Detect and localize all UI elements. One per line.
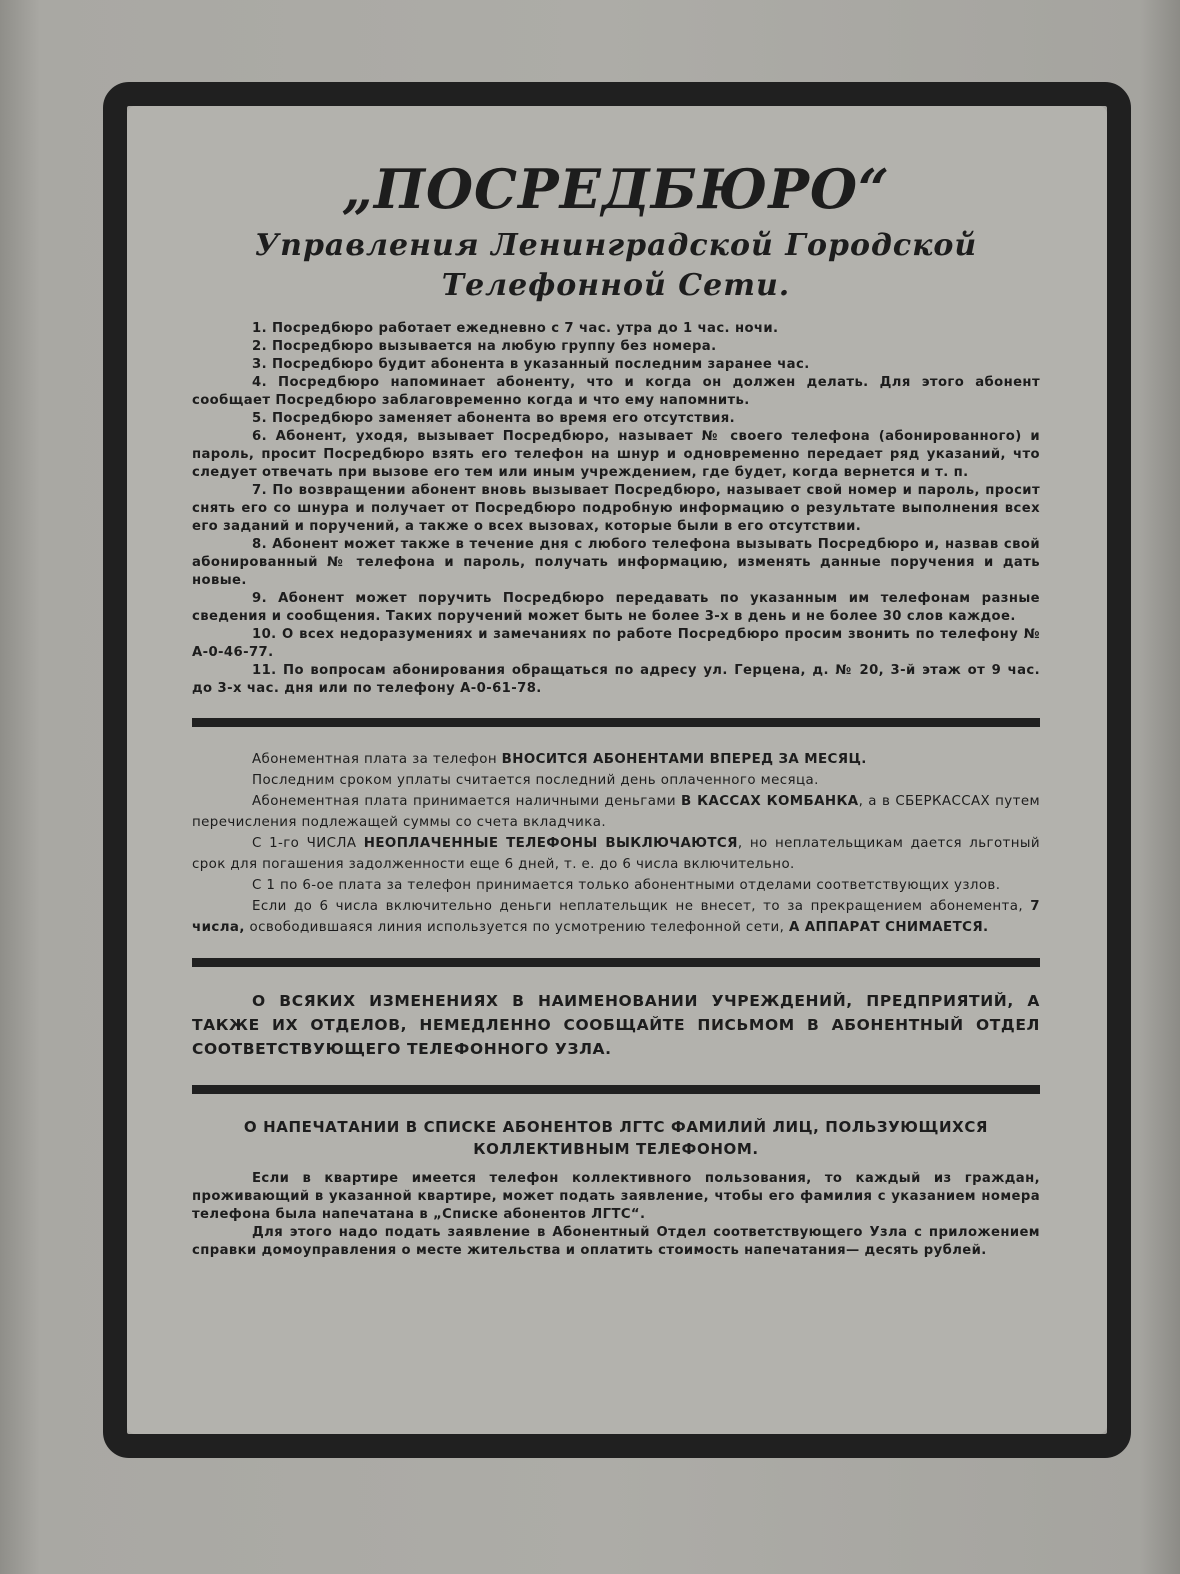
payment-paragraph: Последним сроком уплаты считается последний день оплаченного месяца.: [252, 773, 819, 788]
rule-item: 6. Абонент, уходя, вызывает Посредбюро, называет № своего телефона (абонированного) и пароль, просит Посредбюро взять его телефон на шнур и одновременно передает ряд указаний, что следует отвечать при вызове его тем или иным учреждением, где будет, когда вернется и т. п.: [192, 429, 1040, 480]
divider-2: [192, 958, 1040, 967]
poster-subtitle: [192, 226, 1040, 306]
rule-item: 4. Посредбюро напоминает абоненту, что и когда он должен делать. Для этого абонент сообщает Посредбюро заблаговременно когда и что ему напомнить.: [192, 375, 1040, 408]
rule-item: 7. По возвращении абонент вновь вызывает Посредбюро, называет свой номер и пароль, просит снять его со шнура и получает от Посредбюро подробную информацию о результате выполнения всех его заданий и поручений, а также о всех вызовах, которые были в его отсутствии.: [192, 483, 1040, 534]
divider-3: [192, 1085, 1040, 1094]
rule-item: 1. Посредбюро работает ежедневно с 7 час. утра до 1 час. ночи.: [252, 321, 779, 336]
payment-paragraph: С 1 по 6-ое плата за телефон принимается только абонентными отделами соответствующих узлов.: [252, 878, 1001, 893]
poster-title: „ПОСРЕДБЮРО“: [341, 157, 891, 221]
subtitle-line-2: Телефонной Сети.: [441, 268, 791, 303]
listing-paragraph: Если в квартире имеется телефон коллективного пользования, то каждый из граждан, проживающий в указанной квартире, может подать заявление, чтобы его фамилия с указанием номера телефона была напечатана в „Списке абонентов ЛГТС“.: [192, 1171, 1040, 1222]
payment-paragraph: С 1-го ЧИСЛА НЕОПЛАЧЕННЫЕ ТЕЛЕФОНЫ ВЫКЛЮЧАЮТСЯ, но неплательщикам дается льготный срок для погашения задолженности еще 6 дней, т. е. до 6 числа включительно.: [192, 836, 1040, 872]
divider-1: [192, 718, 1040, 727]
rule-item: 2. Посредбюро вызывается на любую группу без номера.: [252, 339, 717, 354]
rule-item: 5. Посредбюро заменяет абонента во время его отсутствия.: [252, 411, 736, 426]
rule-item: 8. Абонент может также в течение дня с любого телефона вызывать Посредбюро и, назвав свой абонированный № телефона и пароль, получать информацию, изменять данные поручения и дать новые.: [192, 537, 1040, 588]
listing-heading: О НАПЕЧАТАНИИ В СПИСКЕ АБОНЕНТОВ ЛГТС ФАМИЛИЙ ЛИЦ, ПОЛЬЗУЮЩИХСЯ КОЛЛЕКТИВНЫМ ТЕЛЕФОНОМ.: [243, 1118, 989, 1158]
rule-item: 9. Абонент может поручить Посредбюро передавать по указанным им телефонам разные сведения и сообщения. Таких поручений может быть не более 3-х в день и не более 30 слов каждое.: [192, 591, 1040, 624]
listing-section: [192, 1170, 1040, 1260]
rule-item: 3. Посредбюро будит абонента в указанный последним заранее час.: [252, 357, 810, 372]
listing-paragraph: Для этого надо подать заявление в Абонентный Отдел соответствующего Узла с приложением справки домоуправления о месте жительства и оплатить стоимость напечатания— десять рублей.: [192, 1225, 1040, 1258]
rule-item: 11. По вопросам абонирования обращаться по адресу ул. Герцена, д. № 20, 3-й этаж от 9 час. до 3-х час. дня или по телефону А-0-61-78.: [192, 663, 1040, 696]
change-notice: О ВСЯКИХ ИЗМЕНЕНИЯХ В НАИМЕНОВАНИИ УЧРЕЖДЕНИЙ, ПРЕДПРИЯТИЙ, А ТАКЖЕ ИХ ОТДЕЛОВ, НЕМЕДЛЕННО СООБЩАЙТЕ ПИСЬМОМ В АБОНЕНТНЫЙ ОТДЕЛ СООТВЕТСТВУЮЩЕГО ТЕЛЕФОННОГО УЗЛА.: [192, 992, 1040, 1058]
rule-item: 10. О всех недоразумениях и замечаниях по работе Посредбюро просим звонить по телефону № А-0-46-77.: [192, 627, 1040, 660]
payment-section: [192, 749, 1040, 938]
service-rules-list: [192, 320, 1040, 698]
payment-paragraph: Если до 6 числа включительно деньги неплательщик не внесет, то за прекращением абонемента, 7 числа, освободившаяся линия используется по усмотрению телефонной сети, А АППАРАТ СНИМАЕТСЯ.: [192, 899, 1040, 935]
subtitle-line-1: Управления Ленинградской Городской: [254, 228, 978, 263]
payment-paragraph: Абонементная плата за телефон ВНОСИТСЯ АБОНЕНТАМИ ВПЕРЕД ЗА МЕСЯЦ.: [252, 752, 867, 767]
payment-paragraph: Абонементная плата принимается наличными деньгами В КАССАХ КОМБАНКА, а в СБЕРКАССАХ путем перечисления подлежащей суммы со счета вкладчика.: [192, 794, 1040, 830]
poster-content: [127, 106, 1107, 1434]
